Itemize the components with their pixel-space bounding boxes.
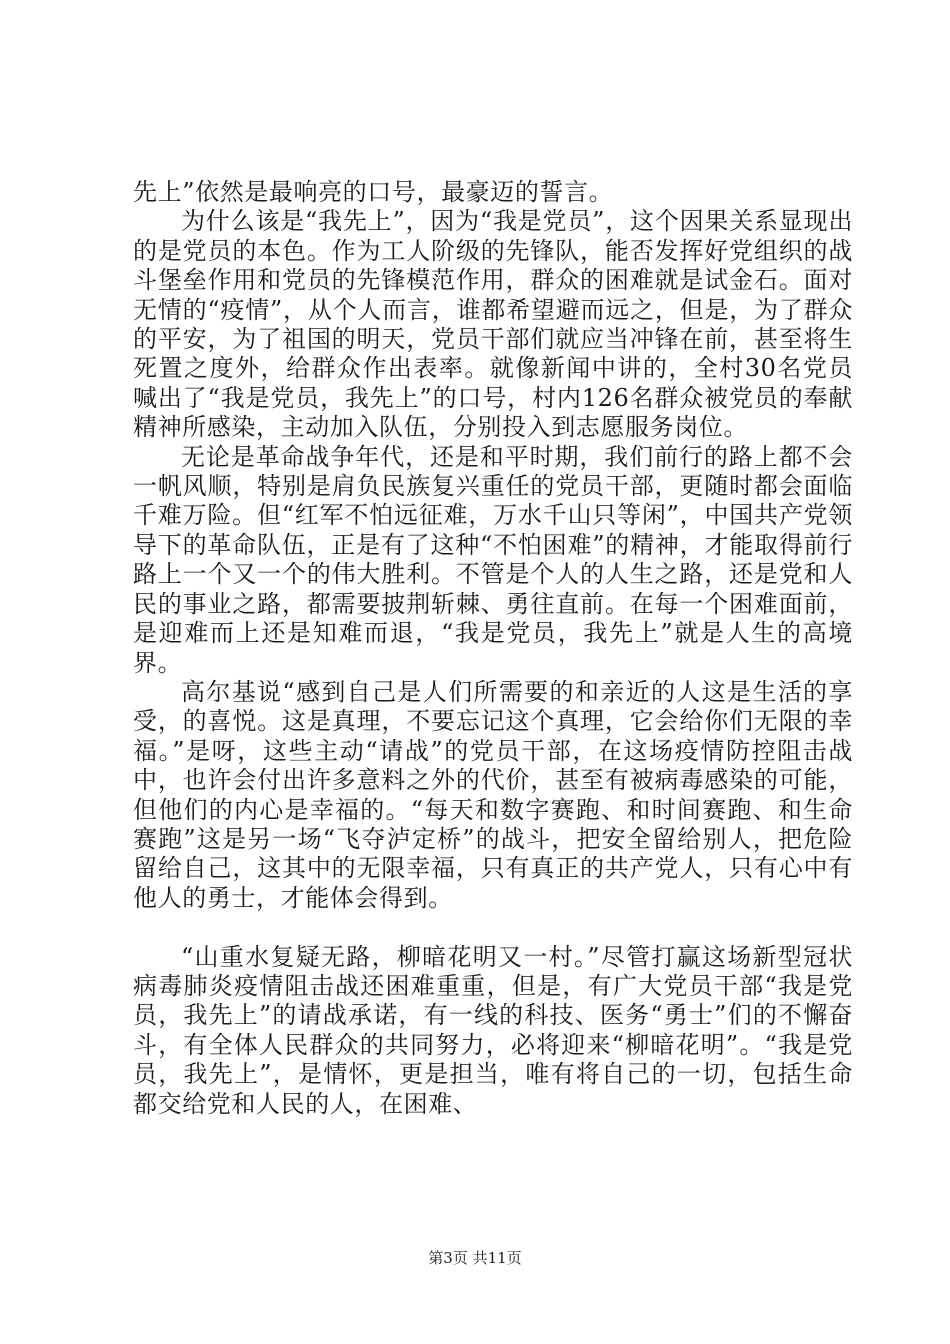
paragraph-1: 先上”依然是最响亮的口号，最豪迈的誓言。 (133, 178, 614, 206)
paragraph-5: “山重水复疑无路，柳暗花明又一村。”尽管打赢这场新型冠状病毒肺炎疫情阻击战还困难重重，但是，有广大党员干部“我是党员，我先上”的请战承诺，有一线的科技、医务“勇士”们的不懈奋斗，有全体人民群众的共同努力，必将迎来“柳暗花明”。“我是党员，我先上”，是情怀，更是担当，唯有将自己的一切，包括生命都交给党和人民的人，在困难、 (133, 942, 853, 1118)
document-body (133, 178, 853, 1119)
page-footer: 第3页 共11页 (428, 1249, 522, 1267)
paragraph-3: 无论是革命战争年代，还是和平时期，我们前行的路上都不会一帆风顺，特别是肩负民族复兴重任的党员干部，更随时都会面临千难万险。但“红军不怕远征难，万水千山只等闲”，中国共产党领导下的革命队伍，正是有了这种“不怕困难”的精神，才能取得前行路上一个又一个的伟大胜利。不管是个人的人生之路，还是党和人民的事业之路，都需要披荆斩棘、勇往直前。在每一个困难面前，是迎难而上还是知难而退，“我是党员，我先上”就是人生的高境界。 (133, 442, 853, 677)
paragraph-2: 为什么该是“我先上”，因为“我是党员”，这个因果关系显现出的是党员的本色。作为工人阶级的先锋队，能否发挥好党组织的战斗堡垒作用和党员的先锋模范作用，群众的困难就是试金石。面对无情的“疫情”，从个人而言，谁都希望避而远之，但是，为了群众的平安，为了祖国的明天，党员干部们就应当冲锋在前，甚至将生死置之度外，给群众作出表率。就像新闻中讲的，全村30名党员喊出了“我是党员，我先上”的口号，村内126名群众被党员的奉献精神所感染，主动加入队伍，分别投入到志愿服务岗位。 (133, 207, 853, 442)
paragraph-gap (133, 913, 853, 942)
paragraph-4: 高尔基说“感到自己是人们所需要的和亲近的人这是生活的享受，的喜悦。这是真理，不要忘记这个真理，它会给你们无限的幸福。”是呀，这些主动“请战”的党员干部，在这场疫情防控阻击战中，也许会付出许多意料之外的代价，甚至有被病毒感染的可能，但他们的内心是幸福的。“每天和数字赛跑、和时间赛跑、和生命赛跑”这是另一场“飞夺泸定桥”的战斗，把安全留给别人，把危险留给自己，这其中的无限幸福，只有真正的共产党人，只有心中有他人的勇士，才能体会得到。 (133, 677, 853, 912)
